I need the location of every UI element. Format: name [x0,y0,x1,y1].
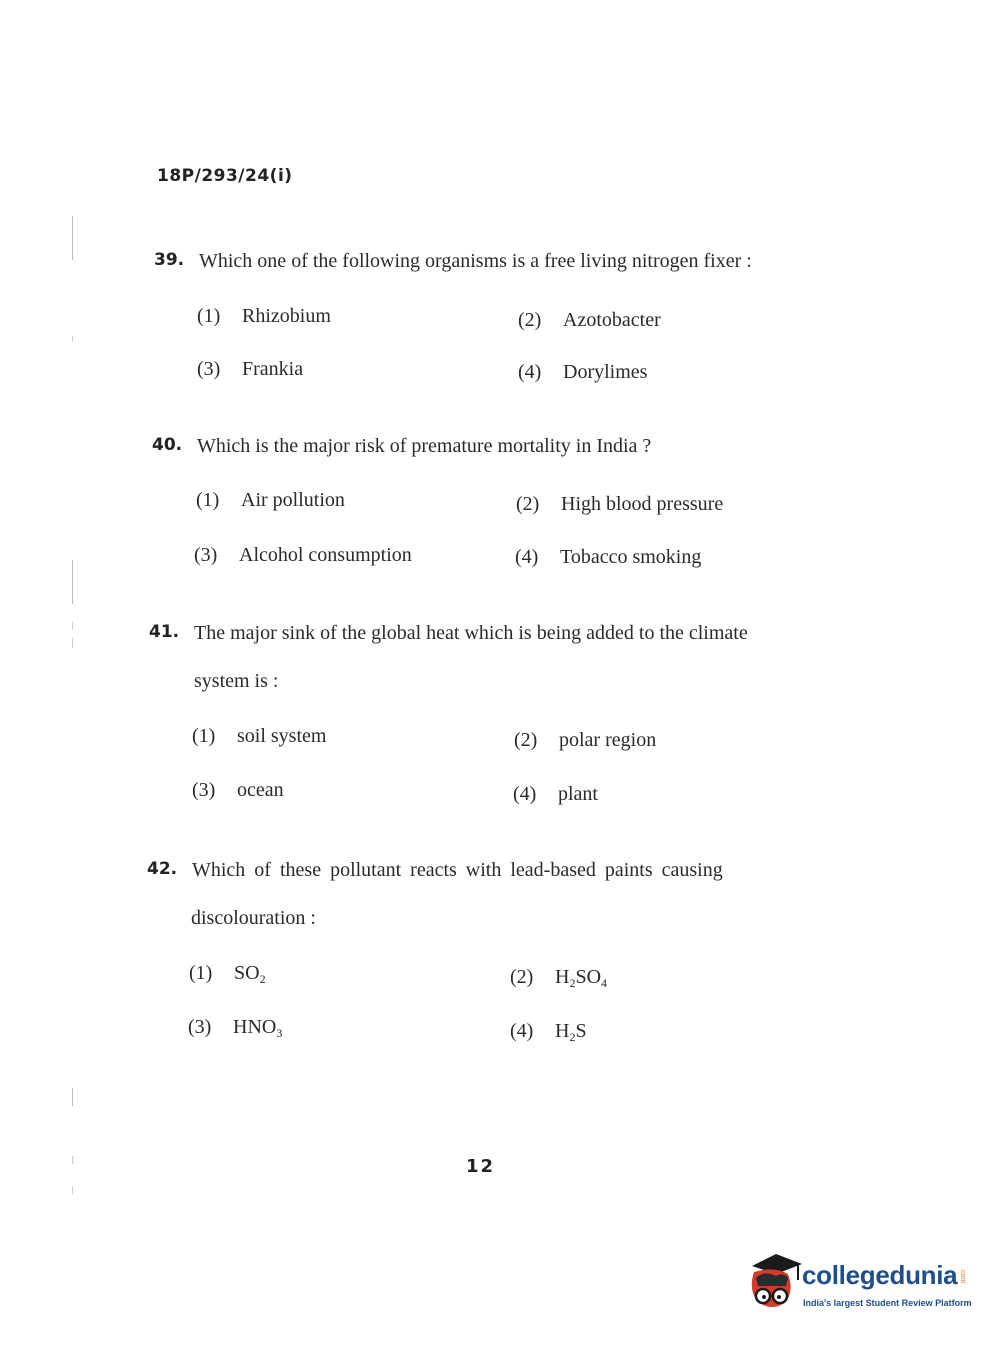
option-number: (2) [514,729,538,751]
logo-tagline: India's largest Student Review Platform [803,1298,972,1308]
option-2[interactable] [516,493,723,516]
option-number: (2) [518,309,542,331]
option-number: (3) [197,358,221,380]
option-1[interactable] [189,962,266,987]
margin-mark [72,216,73,260]
option-2[interactable] [518,309,661,332]
option-number: (3) [194,544,218,566]
option-text: Frankia [242,358,304,380]
margin-mark [72,560,73,604]
page-number: 12 [466,1156,496,1177]
option-formula: $H_2SO_4$ [555,966,608,990]
page-code: 18P/293/24(i) [157,166,293,186]
question-text-line2: discolouration : [191,907,316,929]
option-3[interactable] [192,779,284,802]
question-number: 41. [149,622,180,642]
option-number: (3) [192,779,216,801]
option-text: polar region [559,729,657,751]
option-text: soil system [237,725,327,747]
margin-mark [72,336,73,342]
option-1[interactable] [197,305,331,328]
option-text: Azotobacter [563,309,661,331]
option-number: (1) [192,725,216,747]
margin-mark [72,1186,73,1194]
option-formula: $H_2S$ [555,1020,587,1044]
logo-name: collegedunia [802,1260,958,1290]
question-text-line2: system is : [194,670,279,692]
option-number: (2) [510,966,534,988]
margin-mark [72,622,73,630]
option-1[interactable] [192,725,326,748]
option-number: (4) [513,783,537,805]
option-2[interactable] [510,966,607,991]
logo-suffix: .com [959,1268,966,1284]
option-3[interactable] [197,358,303,381]
question-text-line1: The major sink of the global heat which is being added to the climate [194,622,748,644]
question-number: 40. [152,435,183,455]
option-4[interactable] [513,783,598,806]
question-text: Which is the major risk of premature mortality in India ? [197,435,652,457]
margin-mark [72,638,73,648]
option-text: plant [558,783,598,805]
option-formula: $HNO_3$ [233,1016,283,1040]
option-text: Air pollution [241,489,345,511]
option-number: (1) [189,962,213,984]
option-text: Tobacco smoking [560,546,702,568]
question-number: 39. [154,250,185,270]
option-number: (4) [510,1020,534,1042]
option-4[interactable] [510,1020,587,1045]
mascot-icon [742,1250,802,1312]
option-number: (3) [188,1016,212,1038]
option-1[interactable] [196,489,345,512]
option-text: High blood pressure [561,493,724,515]
question-text: Which one of the following organisms is a free living nitrogen fixer : [199,250,752,272]
option-2[interactable] [514,729,656,752]
collegedunia-logo [740,1248,980,1318]
margin-mark [72,1088,73,1106]
option-text: Alcohol consumption [239,544,412,566]
option-3[interactable] [194,544,412,567]
option-4[interactable] [515,546,701,569]
question-text-line1: Which of these pollutant reacts with lead-based paints causing [192,859,723,881]
option-number: (2) [516,493,540,515]
option-number: (1) [196,489,220,511]
option-text: ocean [237,779,284,801]
option-3[interactable] [188,1016,282,1041]
option-number: (4) [518,361,542,383]
option-4[interactable] [518,361,647,384]
question-number: 42. [147,859,178,879]
margin-mark [72,1156,73,1164]
option-number: (4) [515,546,539,568]
option-text: Dorylimes [563,361,648,383]
option-number: (1) [197,305,221,327]
option-text: Rhizobium [242,305,331,327]
option-formula: $SO_2$ [234,962,266,986]
